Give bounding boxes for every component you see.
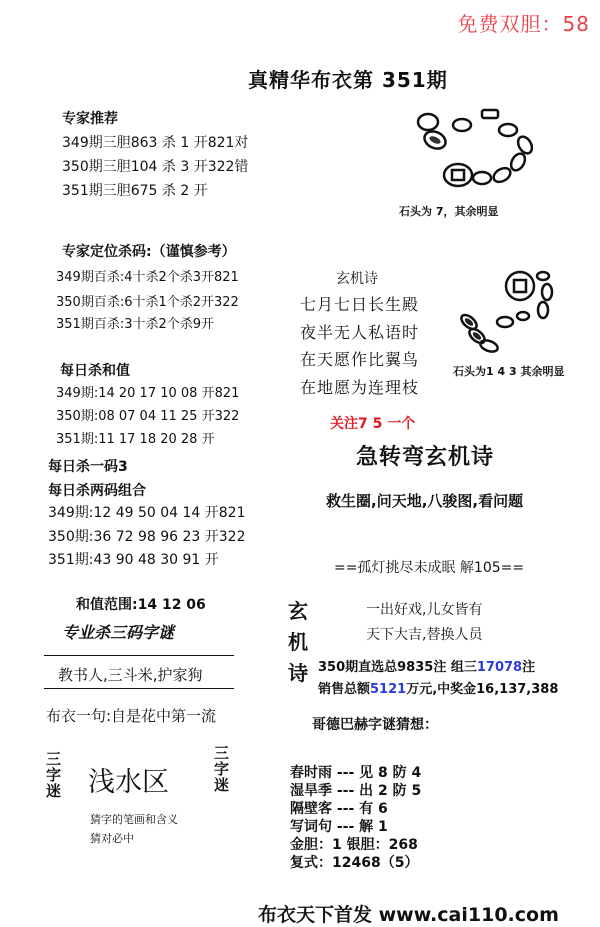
stats-text: 350期直选总9835注 组三 [318,660,477,675]
vertical-char: 三 [46,750,62,768]
xuanji-poem-line: 七月七日长生殿 [300,295,420,314]
expert-recommend-line: 351期三胆675 杀 2 开 [62,183,208,199]
vertical-char: 玄 [288,599,308,623]
vertical-char: 迷 [46,781,62,800]
vertical-char: 字 [46,765,62,784]
buyi-line: 布衣一句:自是花中第一流 [46,707,217,725]
stats-text: 注 [522,660,536,675]
stone-caption-2: 石头为1 4 3 其余明显 [453,365,565,378]
follow-note: 关注7 5 一个 [330,416,416,432]
position-kill-heading: 专家定位杀码:（谨慎参考） [62,244,236,260]
vertical-char: 诗 [288,661,308,685]
riddle-word: 浅水区 [88,767,169,798]
godbach-line: 隔壁客 --- 有 6 [290,801,388,817]
position-kill-line: 350期百杀:6十杀1个杀2开322 [56,295,239,310]
stats-text: 销售总额 [318,682,371,697]
godbach-line: 复式：12468（5） [290,855,419,871]
riddle-hint-1: 猜字的笔画和含义 [90,813,178,826]
daily-kill-two-line: 350期:36 72 98 96 23 开322 [48,529,246,545]
stats-value: 5121 [370,682,407,697]
divider-bottom [44,688,234,689]
vertical-char: 三 [214,744,230,762]
daily-kill-sum-line: 350期:08 07 04 11 25 开322 [56,409,240,424]
daily-kill-sum-line: 349期:14 20 17 10 08 开821 [56,386,240,401]
godbach-line: 写词句 --- 解 1 [290,819,388,835]
daily-kill-two-heading: 每日杀两码组合 [48,483,146,499]
xuanji-poem-line: 夜半无人私语时 [300,323,420,342]
stone-chain-picture-1 [410,100,550,195]
daily-kill-sum-line: 351期:11 17 18 20 28 开 [56,432,215,447]
godbach-line: 春时雨 --- 见 8 防 4 [290,765,422,781]
xuan-poem-line: 一出好戏,儿女皆有 [366,602,483,618]
xuanji-vertical-label [288,596,308,689]
expert-recommend-line: 350期三胆104 杀 3 开322错 [62,159,249,175]
stats-line-1 [318,656,535,675]
free-double-banner: 免费双胆：58 [457,12,590,36]
san-zi-mi-left [46,752,61,799]
page-title: 真精华布衣第 351期 [248,68,448,92]
lonely-lamp-line: ==孤灯挑尽未成眠 解105== [334,560,525,576]
xuanji-poem-heading: 玄机诗 [336,271,378,287]
xuan-poem-line: 天下大吉,替换人员 [366,627,483,643]
stats-line-2 [318,678,558,697]
xuanji-poem-line: 在天愿作比翼鸟 [300,350,420,369]
expert-recommend-line: 349期三胆863 杀 1 开821对 [62,135,249,151]
xuanji-poem-line: 在地愿为连理枝 [300,378,420,397]
daily-kill-two-line: 351期:43 90 48 30 91 开 [48,552,219,568]
godbach-line: 湿旱季 --- 出 2 防 5 [290,783,422,799]
daily-kill-two-line: 349期:12 49 50 04 14 开821 [48,505,246,521]
stone-chain-picture-2 [455,264,590,359]
footer-site: 布衣天下首发 www.cai110.com [258,904,559,926]
vertical-char: 机 [288,630,308,654]
godbach-heading: 哥德巴赫字谜猜想： [312,717,438,733]
sharp-turn-title: 急转弯玄机诗 [356,445,495,470]
daily-kill-sum-heading: 每日杀和值 [60,363,130,379]
divider-top [44,655,234,656]
sum-range: 和值范围:14 12 06 [76,597,206,613]
daily-kill-one-heading: 每日杀一码3 [48,459,128,475]
position-kill-line: 351期百杀:3十杀2个杀9开 [56,317,215,332]
pro-kill-title: 专业杀三码字谜 [62,623,175,642]
stone-caption-1: 石头为 7，其余明显 [399,205,499,218]
godbach-line: 金胆：1 银胆：268 [290,837,418,853]
stats-text: 万元,中奖金16,137,388 [406,682,559,697]
vertical-char: 迷 [214,775,230,794]
stats-value: 17078 [476,660,523,675]
san-zi-mi-right [214,746,229,793]
riddle-hint-2: 猜对必中 [90,832,134,845]
position-kill-line: 349期百杀:4十杀2个杀3开821 [56,270,239,285]
vertical-char: 字 [214,759,230,778]
expert-recommend-heading: 专家推荐 [62,111,118,127]
teacher-line: 教书人,三斗米,护家狗 [58,666,203,684]
riddle-topics: 救生圈,问天地,八骏图,看问题 [326,492,524,510]
